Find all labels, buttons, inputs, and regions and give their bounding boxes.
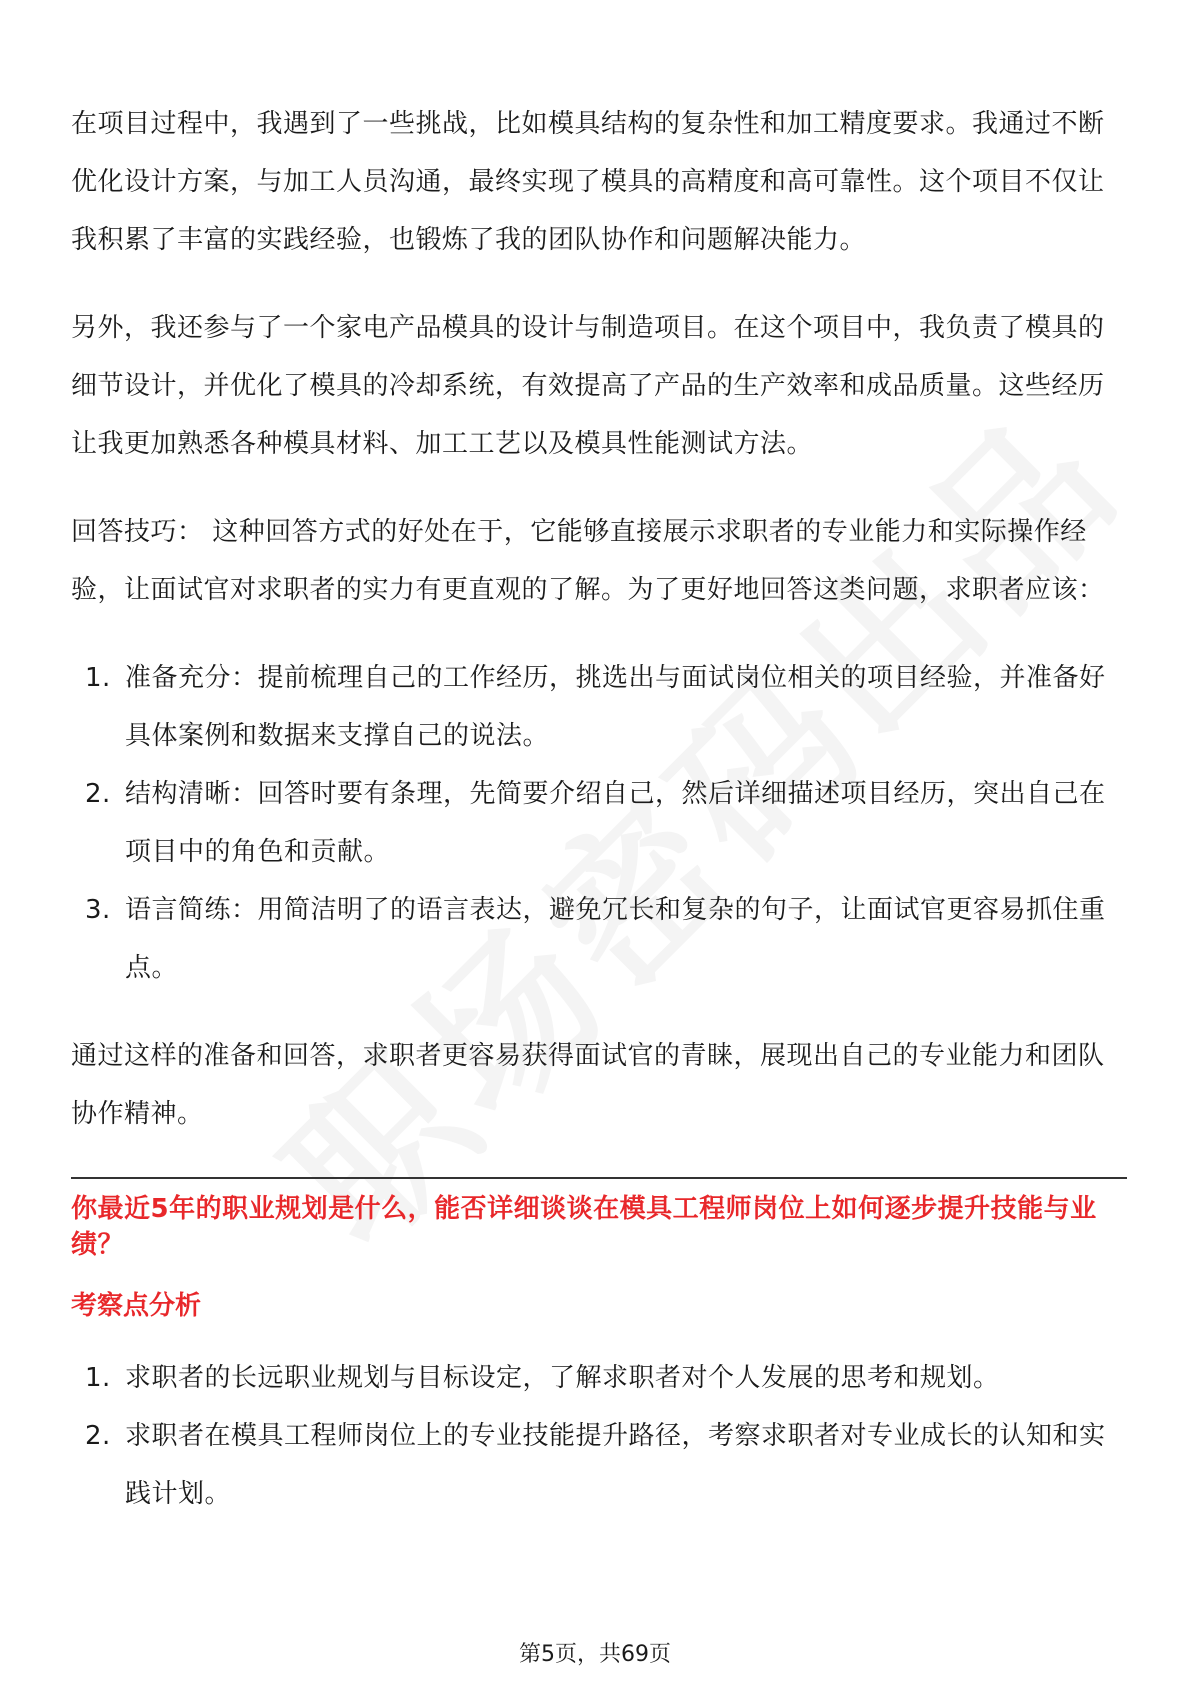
paragraph-appliance-project: 另外，我还参与了一个家电产品模具的设计与制造项目。在这个项目中，我负责了模具的细节设计，并优化了模具的冷却系统，有效提高了产品的生产效率和成品质量。这些经历让我更加熟悉各种模具材料、加工工艺以及模具性能测试方法。 — [71, 313, 1105, 459]
list-item-text: 求职者的长远职业规划与目标设定，了解求职者对个人发展的思考和规划。 — [125, 1363, 1000, 1393]
list-item-text: 求职者在模具工程师岗位上的专业技能提升路径，考察求职者对专业成长的认知和实践计划。 — [125, 1421, 1106, 1509]
list-item — [71, 1349, 1127, 1407]
paragraph-answer-tips: 回答技巧： 这种回答方式的好处在于，它能够直接展示求职者的专业能力和实际操作经验，让面试官对求职者的实力有更直观的了解。为了更好地回答这类问题，求职者应该： — [71, 517, 1105, 605]
list-item-text: 准备充分：提前梳理自己的工作经历，挑选出与面试岗位相关的项目经验，并准备好具体案例和数据来支撑自己的说法。 — [125, 663, 1106, 751]
question-heading: 你最近5年的职业规划是什么，能否详细谈谈在模具工程师岗位上如何逐步提升技能与业绩？ — [71, 1194, 1097, 1260]
list-item — [71, 1407, 1127, 1523]
analysis-heading: 考察点分析 — [71, 1291, 202, 1321]
page-footer: 第5页，共69页 — [519, 1642, 671, 1667]
list-item-text: 结构清晰：回答时要有条理，先简要介绍自己，然后详细描述项目经历，突出自己在项目中的角色和贡献。 — [125, 779, 1106, 867]
analysis-list — [71, 1349, 1127, 1523]
list-item — [71, 649, 1127, 765]
list-item — [71, 765, 1127, 881]
page-content — [71, 95, 1127, 1523]
paragraph-project-challenges: 在项目过程中，我遇到了一些挑战，比如模具结构的复杂性和加工精度要求。我通过不断优化设计方案，与加工人员沟通，最终实现了模具的高精度和高可靠性。这个项目不仅让我积累了丰富的实践经验，也锻炼了我的团队协作和问题解决能力。 — [71, 109, 1105, 255]
list-item — [71, 881, 1127, 997]
tips-list — [71, 649, 1127, 997]
list-number: 2. — [85, 779, 111, 809]
list-number: 2. — [85, 1421, 111, 1451]
list-number: 3. — [85, 895, 111, 925]
list-number: 1. — [85, 663, 111, 693]
section-divider — [71, 1177, 1127, 1179]
paragraph-conclusion: 通过这样的准备和回答，求职者更容易获得面试官的青睐，展现出自己的专业能力和团队协作精神。 — [71, 1041, 1105, 1129]
list-item-text: 语言简练：用简洁明了的语言表达，避免冗长和复杂的句子，让面试官更容易抓住重点。 — [125, 895, 1106, 983]
list-number: 1. — [85, 1363, 111, 1393]
